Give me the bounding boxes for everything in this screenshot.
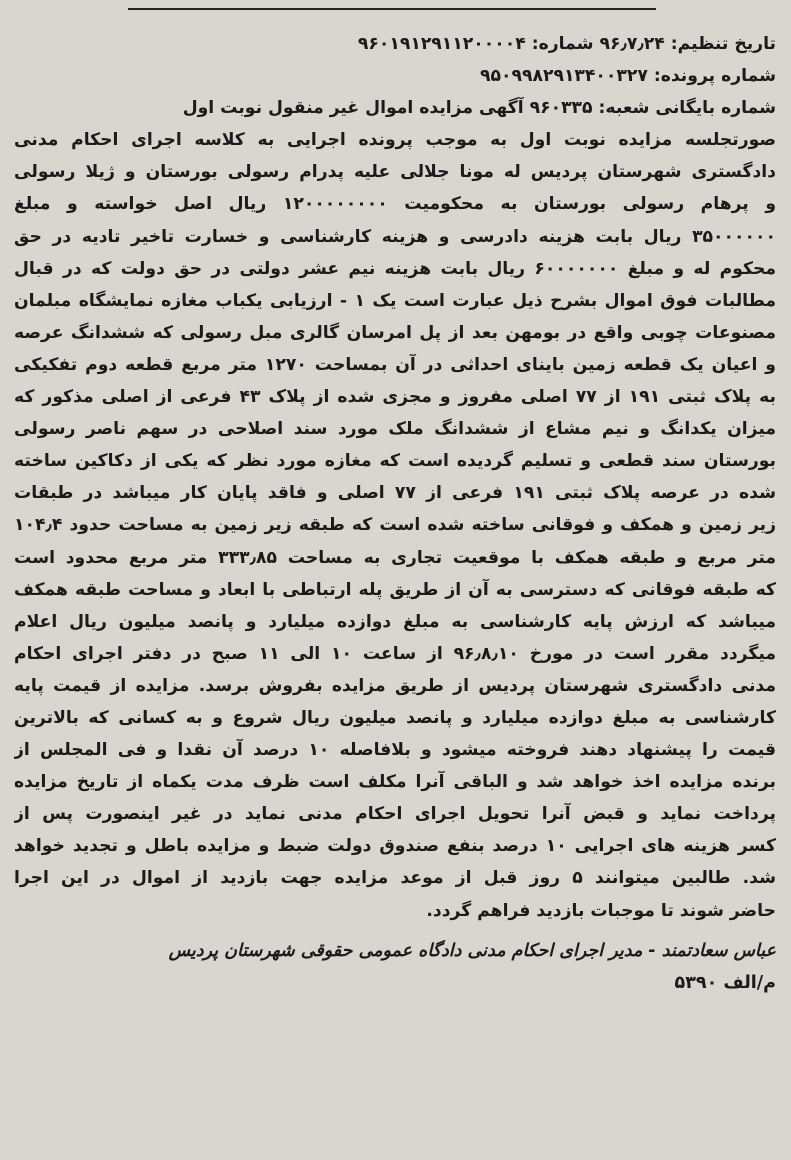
notice-body <box>14 124 776 926</box>
body-line: و اعیان یک قطعه زمین باینای احداثی در آن بمساحت ۱۲۷۰ متر مربع قطعه دوم تفکیکی <box>14 354 776 375</box>
header-file-number: شماره پرونده: ۹۵۰۹۹۸۲۹۱۳۴۰۰۳۲۷ <box>480 66 776 87</box>
body-line: که طبقه فوقانی که دسترسی به آن از طریق پله ارتباطی با ابعاد و مساحت طبقه همکف <box>14 579 776 600</box>
body-line: شده در عرصه پلاک ثبتی ۱۹۱ فرعی از ۷۷ اصلی و فاقد پایان کار میباشد در طبقات <box>14 483 776 504</box>
top-rule <box>128 0 656 10</box>
header-date-number: تاریخ تنظیم: ۹۶٫۷٫۲۴ شماره: ۹۶۰۱۹۱۲۹۱۱۲۰۰۰۰۴ <box>357 34 776 54</box>
body-line: مدنی دادگستری شهرستان پردیس از طریق مزایده بفروش برسد. مزایده از قیمت پایه <box>14 675 776 696</box>
body-line: به پلاک ثبتی ۱۹۱ از ۷۷ اصلی مفروز و مجزی شده از پلاک ۴۳ فرعی از اصلی مذکور که <box>14 387 776 408</box>
body-line: ۳۵۰۰۰۰۰۰ ریال بابت هزینه دادرسی و هزینه کارشناسی و خسارت تاخیر تادیه در حق <box>14 226 776 247</box>
auction-notice <box>14 28 776 1153</box>
body-line: کسر هزینه های اجرایی ۱۰ درصد بنفع صندوق دولت ضبط و مزایده باطل و تجدید خواهد <box>14 836 776 857</box>
body-line: برنده مزایده اخذ خواهد شد و الباقی آنرا مکلف است ظرف مدت یکماه از تاریخ مزایده <box>14 772 776 793</box>
body-line: مطالبات فوق اموال بشرح ذیل عبارت است یک ۱ - ارزیابی یکباب مغازه نمایشگاه مبلمان <box>14 290 776 311</box>
body-line: کارشناسی به مبلغ دوازده میلیارد و پانصد میلیون ریال شروع و به کسانی که بالاترین <box>14 707 776 728</box>
body-line: میباشد که ارزش پایه کارشناسی به مبلغ دوازده میلیارد و پانصد میلیون ریال اعلام <box>14 611 776 632</box>
signature-line: عباس سعادتمند - مدیر اجرای احکام مدنی دادگاه عمومی حقوقی شهرستان پردیس <box>168 940 776 961</box>
body-line: حاضر شوند تا موجبات بازدید فراهم گردد. <box>426 900 776 921</box>
body-line: شد. طالبین میتوانند ۵ روز قبل از موعد مزایده جهت بازدید از اموال در این اجرا <box>14 868 776 889</box>
body-line: زیر زمین و همکف و فوقانی ساخته شده است که طبقه زیر زمین به مساحت حدود ۱۰۴٫۴ <box>14 515 776 536</box>
body-line: میگردد مقرر است در مورخ ۹۶٫۸٫۱۰ از ساعت ۱۰ الی ۱۱ صبح در دفتر اجرای احکام <box>14 643 776 664</box>
body-line: محکوم له و مبلغ ۶۰۰۰۰۰۰۰ ریال بابت هزینه نیم عشر دولتی در حق دولت که در قبال <box>14 258 776 279</box>
reference-code: م/الف ۵۳۹۰ <box>674 972 776 993</box>
body-line: و پرهام رسولی بورستان به محکومیت ۱۲۰۰۰۰۰۰۰۰ ریال اصل خواسته و مبلغ <box>14 194 776 215</box>
body-line: متر مربع و طبقه همکف با موقعیت تجاری به مساحت ۳۳۳٫۸۵ متر مربع محدود است <box>14 547 776 568</box>
body-line: قیمت را پیشنهاد دهند فروخته میشود و بلافاصله ۱۰ درصد آن نقدا و فی المجلس از <box>14 740 776 761</box>
body-line: دادگستری شهرستان پردیس له مونا جلالی علیه پدرام رسولی بورستان و ژیلا رسولی <box>14 162 776 183</box>
body-line: صورتجلسه مزایده نوبت اول به موجب پرونده اجرایی به کلاسه اجرای احکام مدنی <box>14 130 776 151</box>
body-line: پرداخت نماید و قبض آنرا تحویل اجرای احکام مدنی نماید در غیر اینصورت پس از <box>14 804 776 825</box>
body-line: مصنوعات چوبی واقع در بومهن بعد از پل امرسان گالری مبل رسولی که ششدانگ عرصه <box>14 322 776 343</box>
body-line: بورستان سند قطعی و تسلیم گردیده است که مغازه مورد نظر که یکی از دکاکین ساخته <box>14 451 776 472</box>
header-archive: شماره بایگانی شعبه: ۹۶۰۳۳۵ آگهی مزایده اموال غیر منقول نوبت اول <box>182 98 776 119</box>
body-line: میزان یکدانگ و نیم مشاع از ششدانگ ملک مورد سند اصلاحی در سهم ناصر رسولی <box>14 419 776 440</box>
